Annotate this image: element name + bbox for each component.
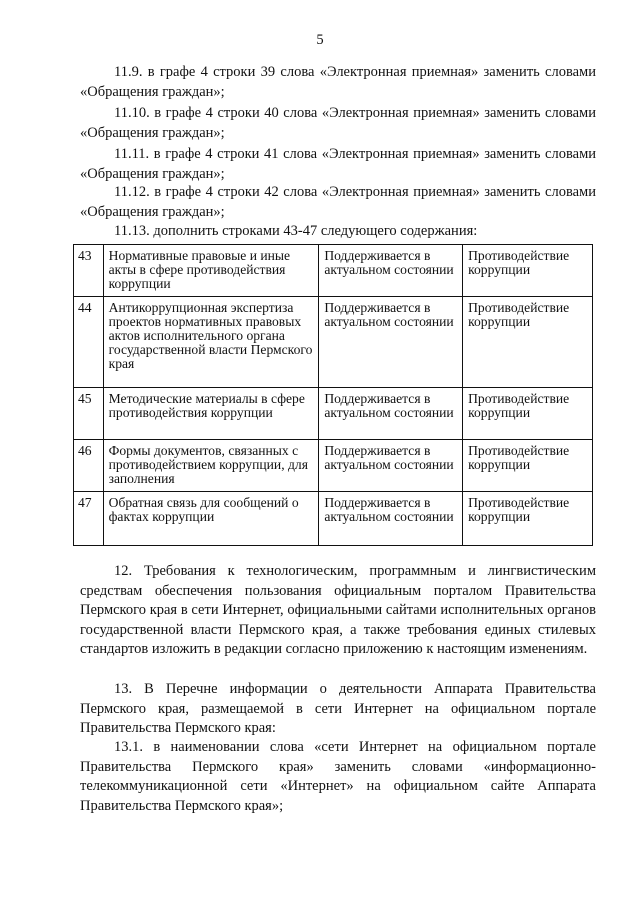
paragraph-13-1: 13.1. в наименовании слова «сети Интернет на официальном портале Правительства Пермского края» заменить словами «информационно-телекоммуникационной сети «Интернет» на официальном сайте Аппарата Правительства Пермского края»; xyxy=(80,739,596,814)
paragraph-12: 12. Требования к технологическим, программным и лингвистическим средствам обеспечения пользования официальным порталом Правительства Пермского края в сети Интернет, официальными сайтами исполнительных органов государственной власти Пермского края, а также требования единых стилевых стандартов изложить в редакции согласно приложению к настоящим изменениям. xyxy=(80,563,596,658)
paragraph-11-12: 11.12. в графе 4 строки 42 слова «Электронная приемная» заменить словами «Обращения граждан»; xyxy=(80,184,596,220)
row-status: Поддерживается в актуальном состоянии xyxy=(319,387,463,439)
table-row xyxy=(74,491,593,545)
row-section: Противодействие коррупции xyxy=(463,491,593,545)
row-section: Противодействие коррупции xyxy=(463,245,593,297)
page-number: 5 xyxy=(316,32,324,48)
paragraph-11-9: 11.9. в графе 4 строки 39 слова «Электронная приемная» заменить словами «Обращения граждан»; xyxy=(80,64,596,100)
paragraph-11-13: 11.13. дополнить строками 43-47 следующего содержания: xyxy=(114,223,478,239)
row-status: Поддерживается в актуальном состоянии xyxy=(319,491,463,545)
row-name: Антикоррупционная экспертиза проектов нормативных правовых актов исполнительного органа государственной власти Пермского края xyxy=(103,296,319,387)
table-row xyxy=(74,296,593,387)
row-name: Методические материалы в сфере противодействия коррупции xyxy=(103,387,319,439)
paragraph-13: 13. В Перечне информации о деятельности Аппарата Правительства Пермского края, размещаемой в сети Интернет на официальном портале Правительства Пермского края: xyxy=(80,681,596,737)
row-number: 44 xyxy=(74,296,104,387)
row-status: Поддерживается в актуальном состоянии xyxy=(319,296,463,387)
row-name: Формы документов, связанных с противодействием коррупции, для заполнения xyxy=(103,439,319,491)
row-status: Поддерживается в актуальном состоянии xyxy=(319,439,463,491)
row-number: 43 xyxy=(74,245,104,297)
row-number: 45 xyxy=(74,387,104,439)
row-name: Нормативные правовые и иные акты в сфере противодействия коррупции xyxy=(103,245,319,297)
row-section: Противодействие коррупции xyxy=(463,439,593,491)
table-row xyxy=(74,439,593,491)
row-section: Противодействие коррупции xyxy=(463,296,593,387)
table-row xyxy=(74,245,593,297)
paragraph-11-11: 11.11. в графе 4 строки 41 слова «Электронная приемная» заменить словами «Обращения граждан»; xyxy=(80,146,596,182)
row-number: 46 xyxy=(74,439,104,491)
sections-table xyxy=(73,244,593,546)
row-number: 47 xyxy=(74,491,104,545)
row-section: Противодействие коррупции xyxy=(463,387,593,439)
row-name: Обратная связь для сообщений о фактах коррупции xyxy=(103,491,319,545)
paragraph-11-10: 11.10. в графе 4 строки 40 слова «Электронная приемная» заменить словами «Обращения граждан»; xyxy=(80,105,596,141)
row-status: Поддерживается в актуальном состоянии xyxy=(319,245,463,297)
table-row xyxy=(74,387,593,439)
